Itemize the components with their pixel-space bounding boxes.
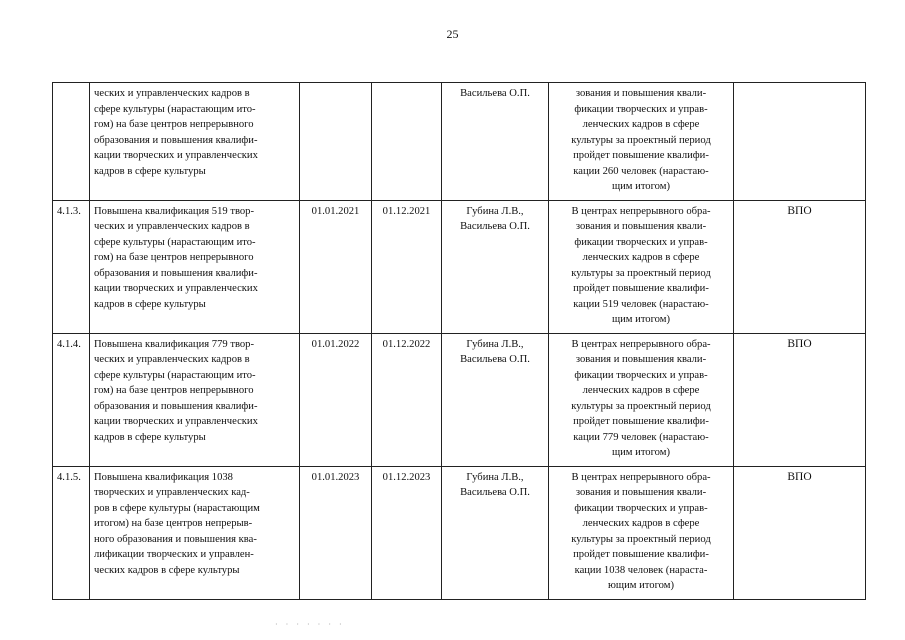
expected-result-line: пройдет повышение квалифи- <box>573 416 709 427</box>
expected-result-line: фикации творческих и управ- <box>574 502 708 514</box>
event-description <box>90 333 300 466</box>
row-number: 4.1.5. <box>53 466 90 599</box>
expected-result-line: фикации творческих и управ- <box>574 369 708 381</box>
end-date: 01.12.2021 <box>372 200 442 333</box>
expected-result-line: В центрах непрерывного обра- <box>571 338 711 350</box>
expected-result-line: кации 260 человек (нарастаю- <box>573 165 709 177</box>
start-date: 01.01.2021 <box>300 200 372 333</box>
responsible-persons-line: Васильева О.П. <box>460 354 530 365</box>
table-row <box>53 200 866 333</box>
event-description-line: образования и повышения квалифи- <box>94 400 258 412</box>
responsible-persons-line: Губина Л.В., <box>466 205 524 217</box>
event-description-line: кадров в сфере культуры <box>94 431 206 443</box>
expected-result <box>549 333 734 466</box>
expected-result-line: ющим итогом) <box>608 580 674 591</box>
expected-result-line: ленческих кадров в сфере <box>582 119 700 130</box>
start-date: 01.01.2023 <box>300 466 372 599</box>
event-description-line: Повышена квалификация 779 твор- <box>94 338 255 350</box>
document-type <box>734 83 866 201</box>
event-description-line: кации творческих и управленческих <box>94 416 258 427</box>
event-description <box>90 200 300 333</box>
expected-result <box>549 466 734 599</box>
event-description-line: кадров в сфере культуры <box>94 165 206 177</box>
expected-result-line: щим итогом) <box>611 314 671 325</box>
event-description-line: сфере культуры (нарастающим ито- <box>94 369 256 381</box>
responsible-persons <box>442 200 549 333</box>
scan-artifact: · · · · · · · <box>275 620 345 629</box>
event-description-line: образования и повышения квалифи- <box>94 267 258 279</box>
expected-result-line: щим итогом) <box>611 447 671 458</box>
expected-result-line: зования и повышения квали- <box>575 354 707 365</box>
table-row <box>53 83 866 201</box>
event-description-line: кадров в сфере культуры <box>94 298 206 310</box>
document-type: ВПО <box>734 200 866 333</box>
event-description-line: итогом) на базе центров непрерыв- <box>94 518 253 529</box>
responsible-persons <box>442 83 549 201</box>
event-description-line: творческих и управленческих кад- <box>94 487 250 498</box>
expected-result-line: В центрах непрерывного обра- <box>571 205 711 217</box>
expected-result-line: В центрах непрерывного обра- <box>571 471 711 483</box>
row-number: 4.1.4. <box>53 333 90 466</box>
document-type: ВПО <box>734 466 866 599</box>
expected-result-line: кации 519 человек (нарастаю- <box>573 298 709 310</box>
responsible-persons-line: Губина Л.В., <box>466 338 524 350</box>
table-row <box>53 333 866 466</box>
responsible-persons <box>442 333 549 466</box>
expected-result-line: фикации творческих и управ- <box>574 236 708 248</box>
event-description-line: Повышена квалификация 519 твор- <box>94 205 255 217</box>
expected-result-line: ленческих кадров в сфере <box>582 252 700 263</box>
event-description-line: гом) на базе центров непрерывного <box>94 119 254 130</box>
expected-result-line: культуры за проектный период <box>571 267 711 279</box>
table-row <box>53 466 866 599</box>
event-description <box>90 83 300 201</box>
expected-result <box>549 200 734 333</box>
end-date: 01.12.2022 <box>372 333 442 466</box>
responsible-persons-line: Васильева О.П. <box>460 88 530 99</box>
expected-result-line: зования и повышения квали- <box>575 487 707 498</box>
responsible-persons-line: Васильева О.П. <box>460 221 530 232</box>
event-description-line: кации творческих и управленческих <box>94 150 258 161</box>
expected-result-line: зования и повышения квали- <box>575 88 707 99</box>
event-description-line: кации творческих и управленческих <box>94 283 258 294</box>
expected-result-line: кации 1038 человек (нараста- <box>574 564 708 576</box>
expected-result-line: щим итогом) <box>611 181 671 192</box>
expected-result-line: ленческих кадров в сфере <box>582 385 700 396</box>
expected-result-line: зования и повышения квали- <box>575 221 707 232</box>
event-description-line: гом) на базе центров непрерывного <box>94 252 254 263</box>
event-description-line: лификации творческих и управлен- <box>94 549 254 560</box>
responsible-persons <box>442 466 549 599</box>
table-body <box>53 83 866 600</box>
expected-result-line: пройдет повышение квалифи- <box>573 150 709 161</box>
expected-result-line: кации 779 человек (нарастаю- <box>573 431 709 443</box>
expected-result-line: культуры за проектный период <box>571 134 711 146</box>
event-description-line: сфере культуры (нарастающим ито- <box>94 236 256 248</box>
expected-result <box>549 83 734 201</box>
expected-result-line: культуры за проектный период <box>571 533 711 545</box>
event-description <box>90 466 300 599</box>
expected-result-line: пройдет повышение квалифи- <box>573 549 709 560</box>
responsible-persons-line: Губина Л.В., <box>466 471 524 483</box>
event-description-line: ческих кадров в сфере культуры <box>94 564 240 576</box>
row-number: 4.1.3. <box>53 200 90 333</box>
expected-result-line: ленческих кадров в сфере <box>582 518 700 529</box>
event-description-line: ров в сфере культуры (нарастающим <box>94 502 260 514</box>
start-date: 01.01.2022 <box>300 333 372 466</box>
expected-result-line: культуры за проектный период <box>571 400 711 412</box>
document-type: ВПО <box>734 333 866 466</box>
row-number <box>53 83 90 201</box>
responsible-persons-line: Васильева О.П. <box>460 487 530 498</box>
event-description-line: ческих и управленческих кадров в <box>94 221 250 232</box>
plan-table <box>52 82 866 600</box>
end-date: 01.12.2023 <box>372 466 442 599</box>
end-date <box>372 83 442 201</box>
event-description-line: сфере культуры (нарастающим ито- <box>94 103 256 115</box>
event-description-line: Повышена квалификация 1038 <box>94 471 233 483</box>
event-description-line: ного образования и повышения ква- <box>94 533 257 545</box>
page-number: 25 <box>446 27 459 41</box>
start-date <box>300 83 372 201</box>
expected-result-line: пройдет повышение квалифи- <box>573 283 709 294</box>
event-description-line: образования и повышения квалифи- <box>94 134 258 146</box>
event-description-line: гом) на базе центров непрерывного <box>94 385 254 396</box>
expected-result-line: фикации творческих и управ- <box>574 103 708 115</box>
event-description-line: ческих и управленческих кадров в <box>94 88 250 99</box>
event-description-line: ческих и управленческих кадров в <box>94 354 250 365</box>
